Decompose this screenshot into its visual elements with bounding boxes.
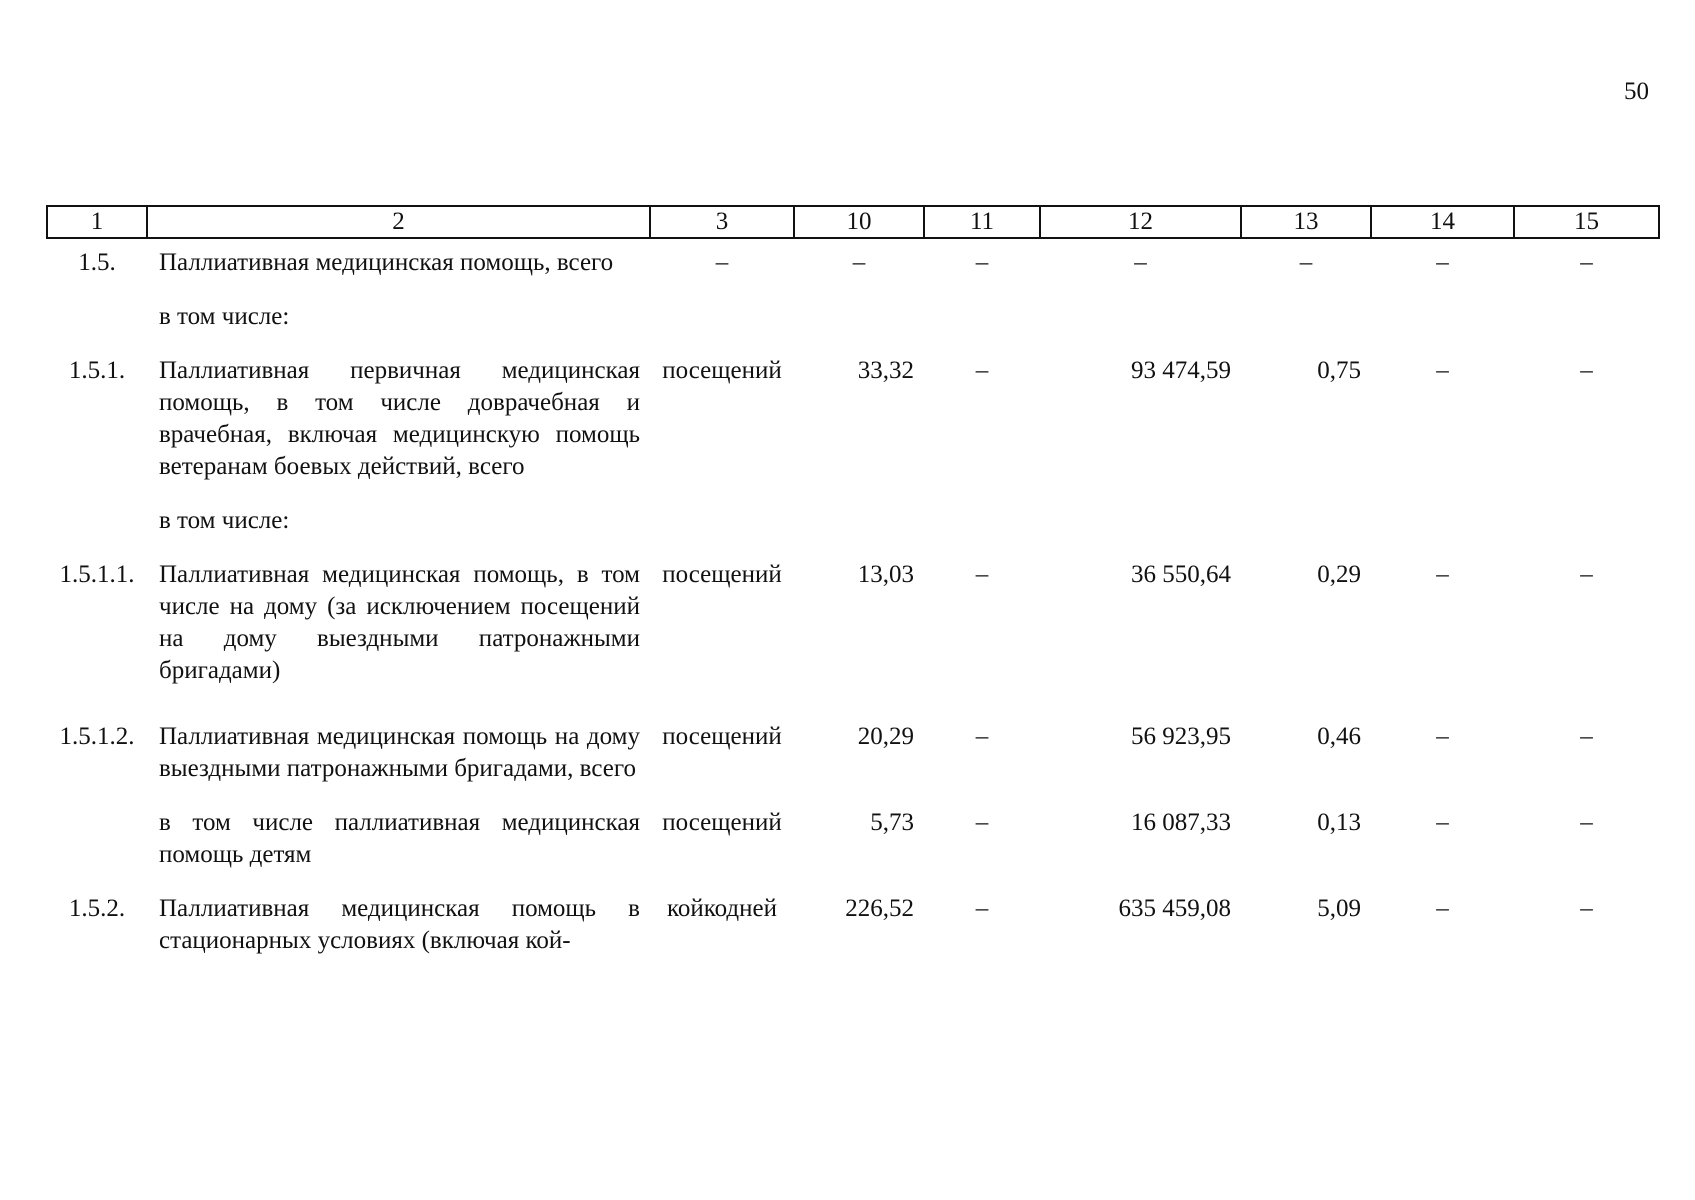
cell-col13: 5,09 — [1317, 895, 1361, 922]
table-row — [47, 238, 1659, 279]
header-cell: 3 — [650, 206, 794, 238]
header-cell: 15 — [1514, 206, 1659, 238]
table-row — [47, 785, 1659, 871]
cell-col11: – — [975, 561, 989, 588]
cell-col13 — [1241, 483, 1371, 537]
cell-col12 — [1040, 279, 1241, 333]
cell-col10: 5,73 — [870, 809, 914, 836]
cell-col11 — [924, 279, 1040, 333]
row-number: 1.5.1.2. — [59, 723, 135, 750]
row-number: 1.5. — [78, 249, 116, 276]
cell-col13: 0,46 — [1317, 723, 1361, 750]
row-unit: – — [715, 249, 729, 276]
cell-col11: – — [975, 809, 989, 836]
cell-col15 — [1514, 483, 1659, 537]
row-name: Паллиативная медицинская помощь на дому выездными патронажными бригадами, всего — [159, 723, 640, 782]
cell-col10: 13,03 — [857, 561, 914, 588]
row-unit — [650, 279, 794, 333]
cell-col15: – — [1580, 561, 1593, 588]
cell-col15: – — [1580, 357, 1593, 384]
row-name: в том числе паллиативная медицинская помощь детям — [159, 809, 640, 868]
cell-col13: – — [1299, 249, 1313, 276]
row-number — [47, 785, 147, 871]
table-row — [47, 537, 1659, 687]
header-cell: 11 — [924, 206, 1040, 238]
cell-col15 — [1514, 279, 1659, 333]
row-number — [47, 483, 147, 537]
header-cell: 2 — [147, 206, 650, 238]
cell-col11: – — [975, 249, 989, 276]
cell-col12: 56 923,95 — [1131, 723, 1231, 750]
cell-col13: 0,75 — [1317, 357, 1361, 384]
row-name: Паллиативная медицинская помощь, в том числе на дому (за исключением посещений на дому выездными патронажными бригадами) — [159, 561, 640, 684]
cell-col14: – — [1436, 723, 1449, 750]
table-row — [47, 333, 1659, 483]
table-row — [47, 871, 1659, 957]
cell-col14: – — [1436, 357, 1449, 384]
table-row — [47, 687, 1659, 785]
row-name: Паллиативная первичная медицинская помощь, в том числе доврачебная и врачебная, включая медицинскую помощь ветеранам боевых действий, всего — [159, 357, 640, 480]
header-cell: 10 — [794, 206, 924, 238]
cell-col14: – — [1436, 249, 1449, 276]
row-unit: посещений — [662, 561, 782, 588]
row-number: 1.5.1. — [68, 357, 126, 384]
cell-col14: – — [1436, 895, 1449, 922]
cell-col10: 20,29 — [857, 723, 914, 750]
cell-col11: – — [975, 895, 989, 922]
row-name: Паллиативная медицинская помощь, всего — [159, 249, 614, 276]
row-name: Паллиативная медицинская помощь в стационарных условиях (включая кой- — [159, 895, 640, 954]
table-row — [47, 483, 1659, 537]
cell-col14: – — [1436, 809, 1449, 836]
cell-col14 — [1371, 483, 1514, 537]
cell-col13: 0,13 — [1317, 809, 1361, 836]
row-number — [47, 279, 147, 333]
cell-col14 — [1371, 279, 1514, 333]
row-unit: посещений — [662, 809, 782, 836]
cell-col12: 635 459,08 — [1118, 895, 1231, 922]
cell-col10: 33,32 — [857, 357, 914, 384]
header-cell: 1 — [47, 206, 147, 238]
row-unit: койкодней — [667, 895, 777, 922]
header-cell: 12 — [1040, 206, 1241, 238]
table-row — [47, 279, 1659, 333]
cell-col12: 93 474,59 — [1131, 357, 1231, 384]
cell-col12: 16 087,33 — [1131, 809, 1231, 836]
cell-col12: – — [1134, 249, 1147, 276]
cell-col13 — [1241, 279, 1371, 333]
cell-col15: – — [1580, 723, 1593, 750]
row-unit: посещений — [662, 357, 782, 384]
cell-col13: 0,29 — [1317, 561, 1361, 588]
header-cell: 13 — [1241, 206, 1371, 238]
row-number: 1.5.1.1. — [59, 561, 135, 588]
cell-col10 — [794, 279, 924, 333]
cell-col10: 226,52 — [845, 895, 914, 922]
cell-col11: – — [975, 723, 989, 750]
cell-col15: – — [1580, 249, 1593, 276]
cell-col15: – — [1580, 809, 1593, 836]
cell-col15: – — [1580, 895, 1593, 922]
cell-col12 — [1040, 483, 1241, 537]
row-unit — [650, 483, 794, 537]
cell-col10 — [794, 483, 924, 537]
table-header — [47, 206, 1659, 238]
row-name: в том числе: — [159, 303, 290, 330]
cell-col11: – — [975, 357, 989, 384]
page-number: 50 — [1624, 78, 1649, 105]
row-unit: посещений — [662, 723, 782, 750]
header-cell: 14 — [1371, 206, 1514, 238]
cell-col10: – — [852, 249, 866, 276]
cell-col14: – — [1436, 561, 1449, 588]
row-number: 1.5.2. — [68, 895, 126, 922]
row-name: в том числе: — [159, 507, 290, 534]
cell-col12: 36 550,64 — [1131, 561, 1231, 588]
cell-col11 — [924, 483, 1040, 537]
data-table — [46, 205, 1660, 957]
